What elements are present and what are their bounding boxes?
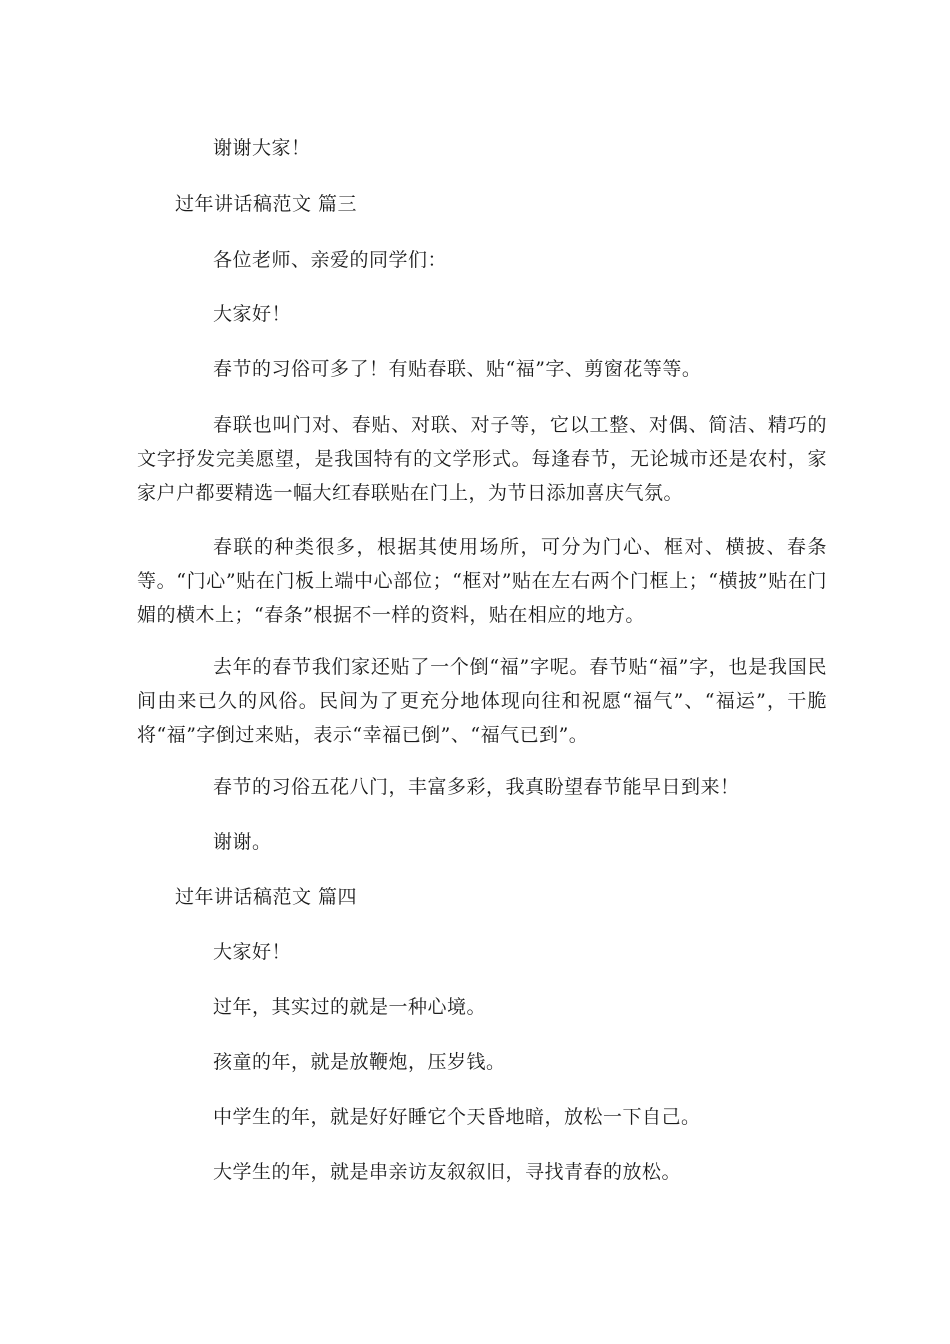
paragraph-fu-character: 去年的春节我们家还贴了一个倒“福”字呢。春节贴“福”字，也是我国民间由来已久的风俗。民间为了更充分地体现向往和祝愿“福气”、“福运”，干脆将“福”字倒过来贴，表示“幸福已倒”、“福气已到”。 xyxy=(137,656,827,746)
greeting-line: 大家好！ xyxy=(213,303,292,325)
paragraph-customs-summary: 春节的习俗五花八门，丰富多彩，我真盼望春节能早日到来！ xyxy=(213,776,740,798)
paragraph-children: 孩童的年，就是放鞭炮，压岁钱。 xyxy=(213,1051,506,1073)
paragraph-spring-couplets: 春联也叫门对、春贴、对联、对子等，它以工整、对偶、简洁、精巧的文字抒发完美愿望，是我国特有的文学形式。每逢春节，无论城市还是农村，家家户户都要精选一幅大红春联贴在门上，为节日添加喜庆气氛。 xyxy=(137,414,827,504)
salutation-line: 各位老师、亲爱的同学们： xyxy=(213,249,448,271)
paragraph-new-year-mood: 过年，其实过的就是一种心境。 xyxy=(213,996,487,1018)
paragraph-customs-intro: 春节的习俗可多了！有贴春联、贴“福”字、剪窗花等等。 xyxy=(213,358,702,380)
closing-thanks-short: 谢谢。 xyxy=(213,831,272,853)
paragraph-middle-school: 中学生的年，就是好好睡它个天昏地暗，放松一下自己。 xyxy=(213,1106,701,1128)
paragraph-couplet-types: 春联的种类很多，根据其使用场所，可分为门心、框对、横披、春条等。“门心”贴在门板上端中心部位；“框对”贴在左右两个门框上；“横披”贴在门媚的横木上；“春条”根据不一样的资料，贴在相应的地方。 xyxy=(137,536,827,626)
section-heading-4: 过年讲话稿范文 篇四 xyxy=(175,886,358,908)
section-heading-3: 过年讲话稿范文 篇三 xyxy=(175,193,358,215)
greeting-line-2: 大家好！ xyxy=(213,941,292,963)
closing-thanks-line: 谢谢大家！ xyxy=(213,137,311,159)
paragraph-university: 大学生的年，就是串亲访友叙叙旧，寻找青春的放松。 xyxy=(213,1161,682,1183)
